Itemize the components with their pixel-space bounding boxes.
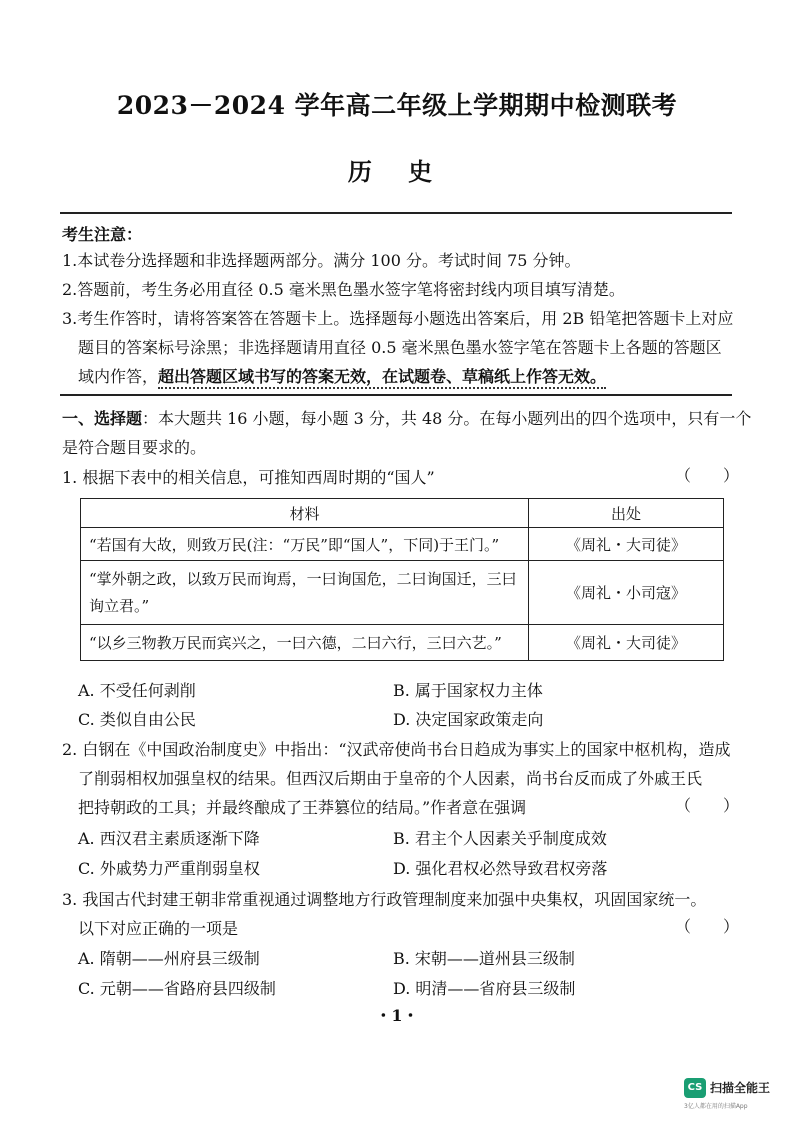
section-1-desc: ：本大题共 16 小题，每小题 3 分，共 48 分。在每小题列出的四个选项中，只有一个 [142, 409, 752, 428]
q2-answer-blank: （ ） [675, 796, 740, 815]
table-header-row [81, 499, 724, 528]
q2-stem-line-2: 了削弱相权加强皇权的结果。但西汉后期由于皇帝的个人因素，尚书台反而成了外戚王氏 [78, 769, 703, 788]
notice-item-1: 1.本试卷分选择题和非选择题两部分。满分 100 分。考试时间 75 分钟。 [62, 251, 581, 270]
q3-option-c: C. 元朝——省路府县四级制 [78, 979, 276, 998]
q1-option-d: D. 决定国家政策走向 [393, 710, 544, 729]
q2-option-a: A. 西汉君主素质逐渐下降 [78, 829, 260, 848]
q2-stem-line-1: 2. 白钢在《中国政治制度史》中指出：“汉武帝使尚书台日趋成为事实上的国家中枢机构，造成 [62, 740, 731, 759]
q2-option-d: D. 强化君权必然导致君权旁落 [393, 859, 608, 878]
notice-item-3-line-1: 3.考生作答时，请将答案答在答题卡上。选择题每小题选出答案后，用 2B 铅笔把答题卡上对应 [62, 309, 734, 328]
table-header-source: 出处 [529, 499, 724, 528]
notice-item-3-line-2: 题目的答案标号涂黑；非选择题请用直径 0.5 毫米黑色墨水签字笔在答题卡上各题的答题区 [78, 338, 722, 357]
table-row [81, 625, 724, 661]
q3-answer-blank: （ ） [675, 917, 740, 936]
table-cell-source: 《周礼・小司寇》 [529, 561, 724, 625]
q2-stem-line-3: 把持朝政的工具；并最终酿成了王莽篡位的结局。”作者意在强调 [78, 798, 527, 817]
section-1-intro [62, 406, 751, 429]
q3-option-a: A. 隋朝——州府县三级制 [78, 949, 260, 968]
table-cell-source: 《周礼・大司徒》 [529, 528, 724, 561]
notice-top-rule [60, 212, 732, 214]
table-row [81, 561, 724, 625]
notice-bottom-rule [60, 394, 732, 396]
notice-item-2: 2.答题前，考生务必用直径 0.5 毫米黑色墨水签字笔将密封线内项目填写清楚。 [62, 280, 625, 299]
camscanner-logo-icon: CS [684, 1078, 706, 1098]
watermark-name: 扫描全能王 [710, 1081, 771, 1095]
q3-option-b: B. 宋朝——道州县三级制 [393, 949, 575, 968]
section-1-heading: 一、选择题 [62, 409, 143, 428]
notice-item-3-line-3 [78, 364, 606, 387]
notice-item-3-text: 域内作答， [78, 367, 159, 386]
subject-title: 历 史 [347, 157, 447, 186]
q3-stem-line-2: 以下对应正确的一项是 [78, 919, 239, 938]
page-number: ・1・ [375, 1006, 419, 1025]
table-cell-material: “掌外朝之政，以致万民而询焉，一曰询国危，二曰询国迁，三曰询立君。” [81, 561, 529, 625]
notice-emphasis: 超出答题区域书写的答案无效，在试题卷、草稿纸上作答无效。 [158, 367, 606, 389]
q1-option-a: A. 不受任何剥削 [78, 681, 196, 700]
table-cell-material: “若国有大故，则致万民(注：“万民”即“国人”，下同)于王门。” [81, 528, 529, 561]
q2-option-b: B. 君主个人因素关乎制度成效 [393, 829, 607, 848]
watermark-tagline: 3亿人都在用的扫描App [684, 1103, 748, 1110]
q3-option-d: D. 明清——省府县三级制 [393, 979, 576, 998]
q2-option-c: C. 外戚势力严重削弱皇权 [78, 859, 260, 878]
q1-stem: 1. 根据下表中的相关信息，可推知西周时期的“国人” [62, 468, 435, 487]
exam-title: 2023－2024 学年高二年级上学期期中检测联考 [116, 91, 678, 120]
table-cell-source: 《周礼・大司徒》 [529, 625, 724, 661]
q1-option-c: C. 类似自由公民 [78, 710, 196, 729]
table-cell-material: “以乡三物教万民而宾兴之，一曰六德，二曰六行，三曰六艺。” [81, 625, 529, 661]
q1-option-b: B. 属于国家权力主体 [393, 681, 543, 700]
table-header-material: 材料 [81, 499, 529, 528]
table-row [81, 528, 724, 561]
q1-answer-blank: （ ） [675, 466, 740, 485]
section-1-desc-line-2: 是符合题目要求的。 [62, 438, 207, 457]
q1-source-table [80, 498, 724, 661]
q3-stem-line-1: 3. 我国古代封建王朝非常重视通过调整地方行政管理制度来加强中央集权，巩固国家统一。 [62, 890, 707, 909]
notice-heading: 考生注意： [62, 225, 143, 244]
